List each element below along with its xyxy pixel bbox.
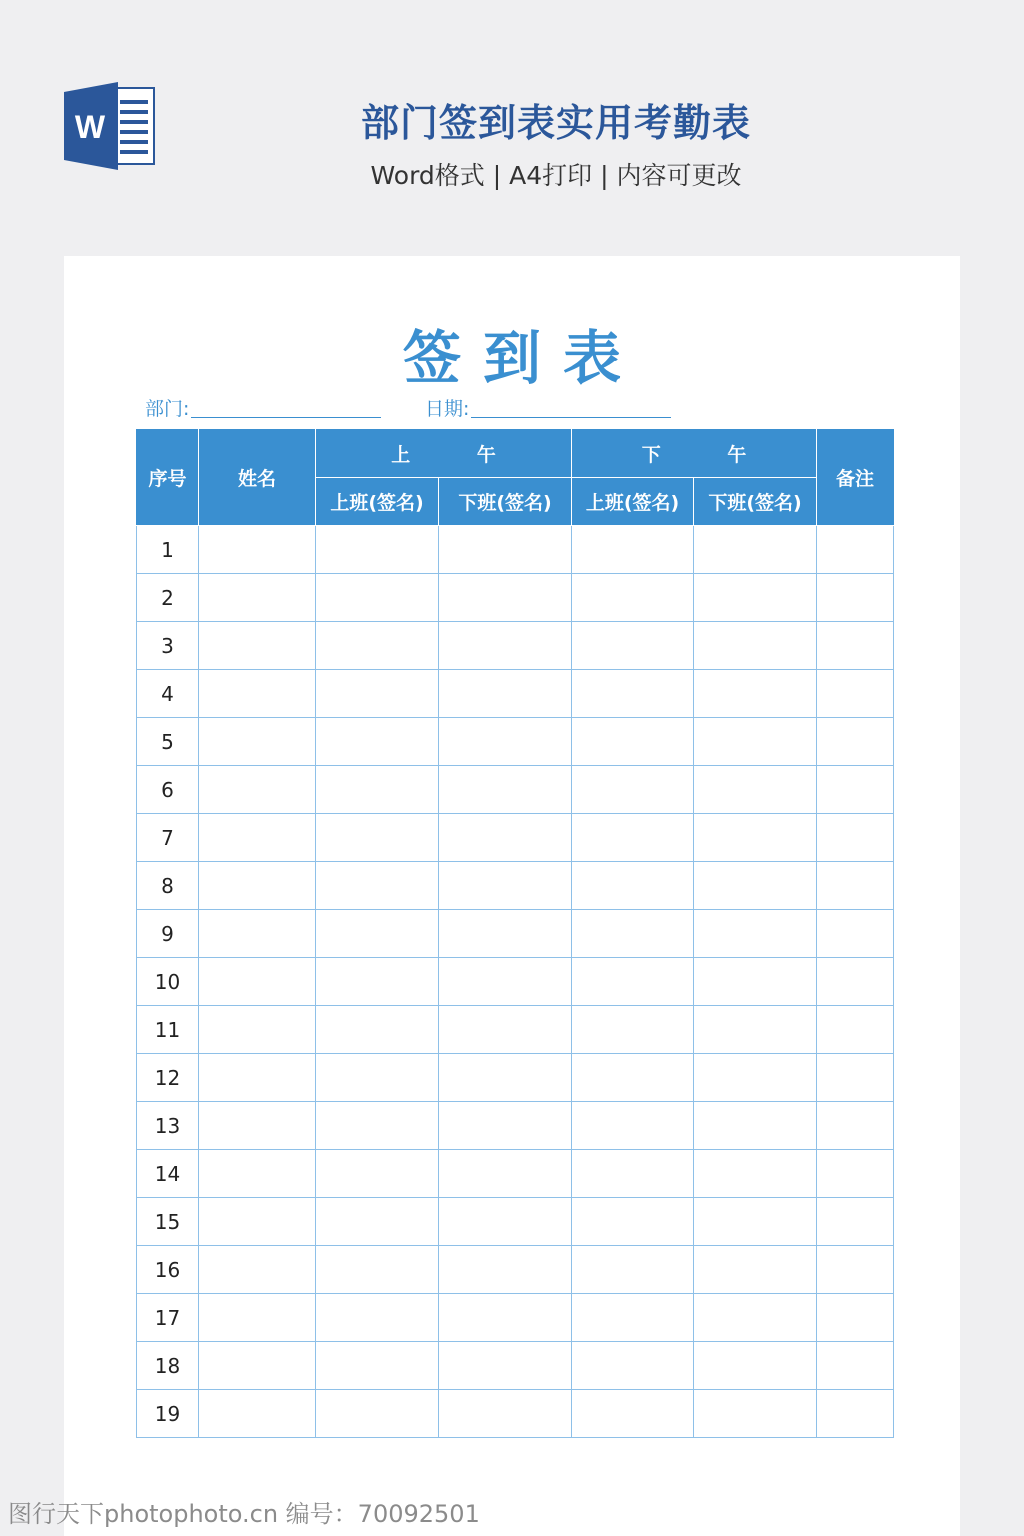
name-cell[interactable] xyxy=(199,1006,316,1054)
afternoon-clock-in-cell[interactable] xyxy=(572,622,694,670)
remark-cell[interactable] xyxy=(817,1150,894,1198)
row-number: 9 xyxy=(137,910,199,958)
afternoon-clock-in-cell[interactable] xyxy=(572,910,694,958)
afternoon-clock-out-cell[interactable] xyxy=(694,814,817,862)
name-cell[interactable] xyxy=(199,1390,316,1438)
morning-clock-in-cell[interactable] xyxy=(316,910,439,958)
afternoon-clock-out-cell[interactable] xyxy=(694,574,817,622)
name-cell[interactable] xyxy=(199,1246,316,1294)
table-row xyxy=(137,1246,894,1294)
morning-clock-in-cell[interactable] xyxy=(316,718,439,766)
morning-clock-out-cell[interactable] xyxy=(439,814,572,862)
morning-clock-out-cell[interactable] xyxy=(439,718,572,766)
row-number: 13 xyxy=(137,1102,199,1150)
afternoon-clock-out-cell[interactable] xyxy=(694,958,817,1006)
afternoon-clock-in-cell[interactable] xyxy=(572,1390,694,1438)
row-number: 11 xyxy=(137,1006,199,1054)
remark-cell[interactable] xyxy=(817,958,894,1006)
table-row xyxy=(137,1054,894,1102)
table-row xyxy=(137,1006,894,1054)
morning-clock-out-cell[interactable] xyxy=(439,574,572,622)
morning-clock-out-cell[interactable] xyxy=(439,958,572,1006)
header-morning-clock-in: 上班(签名) xyxy=(316,478,439,526)
remark-cell[interactable] xyxy=(817,910,894,958)
afternoon-clock-out-cell[interactable] xyxy=(694,1246,817,1294)
table-row xyxy=(137,670,894,718)
table-row xyxy=(137,862,894,910)
afternoon-clock-in-cell[interactable] xyxy=(572,1246,694,1294)
table-row xyxy=(137,1198,894,1246)
header-afternoon-clock-in: 上班(签名) xyxy=(572,478,694,526)
afternoon-clock-in-cell[interactable] xyxy=(572,574,694,622)
remark-cell[interactable] xyxy=(817,1198,894,1246)
name-cell[interactable] xyxy=(199,910,316,958)
morning-clock-out-cell[interactable] xyxy=(439,1102,572,1150)
afternoon-clock-out-cell[interactable] xyxy=(694,622,817,670)
name-cell[interactable] xyxy=(199,766,316,814)
morning-clock-in-cell[interactable] xyxy=(316,958,439,1006)
name-cell[interactable] xyxy=(199,862,316,910)
row-number: 4 xyxy=(137,670,199,718)
name-cell[interactable] xyxy=(199,1294,316,1342)
table-row xyxy=(137,1150,894,1198)
morning-clock-out-cell[interactable] xyxy=(439,766,572,814)
remark-cell[interactable] xyxy=(817,1294,894,1342)
afternoon-clock-in-cell[interactable] xyxy=(572,718,694,766)
page-subtitle: Word格式 | A4打印 | 内容可更改 xyxy=(370,161,742,190)
page-title: 部门签到表实用考勤表 xyxy=(360,101,751,145)
afternoon-clock-out-cell[interactable] xyxy=(694,1150,817,1198)
morning-clock-out-cell[interactable] xyxy=(439,1294,572,1342)
row-number: 14 xyxy=(137,1150,199,1198)
afternoon-clock-in-cell[interactable] xyxy=(572,1102,694,1150)
table-row xyxy=(137,1342,894,1390)
remark-cell[interactable] xyxy=(817,766,894,814)
morning-clock-out-cell[interactable] xyxy=(439,526,572,574)
header-name: 姓名 xyxy=(199,430,316,526)
afternoon-clock-out-cell[interactable] xyxy=(694,718,817,766)
name-cell[interactable] xyxy=(199,1150,316,1198)
watermark: 图行天下photophoto.cn 编号：70092501 xyxy=(8,1500,480,1528)
date-input-line[interactable] xyxy=(471,417,671,418)
row-number: 17 xyxy=(137,1294,199,1342)
header-remark: 备注 xyxy=(817,430,894,526)
afternoon-clock-in-cell[interactable] xyxy=(572,1294,694,1342)
department-label: 部门: xyxy=(145,398,190,420)
afternoon-clock-out-cell[interactable] xyxy=(694,670,817,718)
table-row xyxy=(137,814,894,862)
afternoon-clock-out-cell[interactable] xyxy=(694,1198,817,1246)
morning-clock-in-cell[interactable] xyxy=(316,814,439,862)
table-row xyxy=(137,574,894,622)
morning-clock-in-cell[interactable] xyxy=(316,862,439,910)
row-number: 6 xyxy=(137,766,199,814)
remark-cell[interactable] xyxy=(817,1006,894,1054)
morning-clock-in-cell[interactable] xyxy=(316,1390,439,1438)
remark-cell[interactable] xyxy=(817,718,894,766)
morning-clock-out-cell[interactable] xyxy=(439,1006,572,1054)
row-number: 10 xyxy=(137,958,199,1006)
afternoon-clock-out-cell[interactable] xyxy=(694,1294,817,1342)
morning-clock-in-cell[interactable] xyxy=(316,1006,439,1054)
morning-clock-out-cell[interactable] xyxy=(439,910,572,958)
table-row xyxy=(137,1294,894,1342)
afternoon-clock-in-cell[interactable] xyxy=(572,526,694,574)
row-number: 5 xyxy=(137,718,199,766)
date-label: 日期: xyxy=(425,398,470,420)
morning-clock-out-cell[interactable] xyxy=(439,670,572,718)
afternoon-clock-out-cell[interactable] xyxy=(694,1006,817,1054)
row-number: 8 xyxy=(137,862,199,910)
morning-clock-out-cell[interactable] xyxy=(439,1198,572,1246)
remark-cell[interactable] xyxy=(817,1102,894,1150)
name-cell[interactable] xyxy=(199,574,316,622)
morning-clock-out-cell[interactable] xyxy=(439,622,572,670)
morning-clock-in-cell[interactable] xyxy=(316,1054,439,1102)
name-cell[interactable] xyxy=(199,1054,316,1102)
afternoon-clock-out-cell[interactable] xyxy=(694,766,817,814)
morning-clock-in-cell[interactable] xyxy=(316,526,439,574)
remark-cell[interactable] xyxy=(817,622,894,670)
name-cell[interactable] xyxy=(199,958,316,1006)
word-logo-icon xyxy=(64,82,156,170)
afternoon-clock-out-cell[interactable] xyxy=(694,910,817,958)
header-index: 序号 xyxy=(137,430,199,526)
morning-clock-in-cell[interactable] xyxy=(316,1150,439,1198)
row-number: 7 xyxy=(137,814,199,862)
remark-cell[interactable] xyxy=(817,574,894,622)
sheet-title: 签到表 xyxy=(402,324,643,392)
morning-clock-in-cell[interactable] xyxy=(316,1294,439,1342)
morning-clock-out-cell[interactable] xyxy=(439,1342,572,1390)
name-cell[interactable] xyxy=(199,526,316,574)
remark-cell[interactable] xyxy=(817,814,894,862)
morning-clock-in-cell[interactable] xyxy=(316,766,439,814)
afternoon-clock-out-cell[interactable] xyxy=(694,1390,817,1438)
table-row xyxy=(137,622,894,670)
remark-cell[interactable] xyxy=(817,1246,894,1294)
row-number: 12 xyxy=(137,1054,199,1102)
remark-cell[interactable] xyxy=(817,670,894,718)
name-cell[interactable] xyxy=(199,670,316,718)
row-number: 19 xyxy=(137,1390,199,1438)
afternoon-clock-out-cell[interactable] xyxy=(694,862,817,910)
remark-cell[interactable] xyxy=(817,1342,894,1390)
afternoon-clock-in-cell[interactable] xyxy=(572,1150,694,1198)
table-row xyxy=(137,910,894,958)
afternoon-clock-in-cell[interactable] xyxy=(572,670,694,718)
header-afternoon-clock-out: 下班(签名) xyxy=(694,478,817,526)
header-afternoon: 下 午 xyxy=(572,430,817,478)
afternoon-clock-out-cell[interactable] xyxy=(694,1342,817,1390)
morning-clock-out-cell[interactable] xyxy=(439,1054,572,1102)
sign-in-table xyxy=(136,429,894,1438)
row-number: 16 xyxy=(137,1246,199,1294)
afternoon-clock-in-cell[interactable] xyxy=(572,814,694,862)
name-cell[interactable] xyxy=(199,622,316,670)
name-cell[interactable] xyxy=(199,1198,316,1246)
afternoon-clock-in-cell[interactable] xyxy=(572,1342,694,1390)
morning-clock-out-cell[interactable] xyxy=(439,1150,572,1198)
word-logo-letter: W xyxy=(74,109,106,145)
name-cell[interactable] xyxy=(199,1102,316,1150)
table-body xyxy=(137,526,894,1438)
afternoon-clock-in-cell[interactable] xyxy=(572,1006,694,1054)
remark-cell[interactable] xyxy=(817,526,894,574)
afternoon-clock-in-cell[interactable] xyxy=(572,1054,694,1102)
afternoon-clock-in-cell[interactable] xyxy=(572,862,694,910)
table-row xyxy=(137,1102,894,1150)
row-number: 2 xyxy=(137,574,199,622)
afternoon-clock-in-cell[interactable] xyxy=(572,766,694,814)
morning-clock-in-cell[interactable] xyxy=(316,1198,439,1246)
table-row xyxy=(137,766,894,814)
name-cell[interactable] xyxy=(199,718,316,766)
remark-cell[interactable] xyxy=(817,1054,894,1102)
name-cell[interactable] xyxy=(199,814,316,862)
morning-clock-in-cell[interactable] xyxy=(316,1102,439,1150)
name-cell[interactable] xyxy=(199,1342,316,1390)
morning-clock-in-cell[interactable] xyxy=(316,1246,439,1294)
morning-clock-out-cell[interactable] xyxy=(439,862,572,910)
afternoon-clock-out-cell[interactable] xyxy=(694,1054,817,1102)
afternoon-clock-out-cell[interactable] xyxy=(694,1102,817,1150)
afternoon-clock-in-cell[interactable] xyxy=(572,1198,694,1246)
remark-cell[interactable] xyxy=(817,862,894,910)
table-row xyxy=(137,718,894,766)
document-page xyxy=(64,256,960,1536)
morning-clock-out-cell[interactable] xyxy=(439,1390,572,1438)
row-number: 18 xyxy=(137,1342,199,1390)
morning-clock-in-cell[interactable] xyxy=(316,574,439,622)
header-morning: 上 午 xyxy=(316,430,572,478)
table-row xyxy=(137,1390,894,1438)
morning-clock-out-cell[interactable] xyxy=(439,1246,572,1294)
row-number: 15 xyxy=(137,1198,199,1246)
row-number: 3 xyxy=(137,622,199,670)
morning-clock-in-cell[interactable] xyxy=(316,1342,439,1390)
row-number: 1 xyxy=(137,526,199,574)
morning-clock-in-cell[interactable] xyxy=(316,670,439,718)
remark-cell[interactable] xyxy=(817,1390,894,1438)
table-row xyxy=(137,958,894,1006)
afternoon-clock-out-cell[interactable] xyxy=(694,526,817,574)
morning-clock-in-cell[interactable] xyxy=(316,622,439,670)
header-morning-clock-out: 下班(签名) xyxy=(439,478,572,526)
table-row xyxy=(137,526,894,574)
department-input-line[interactable] xyxy=(191,417,381,418)
afternoon-clock-in-cell[interactable] xyxy=(572,958,694,1006)
